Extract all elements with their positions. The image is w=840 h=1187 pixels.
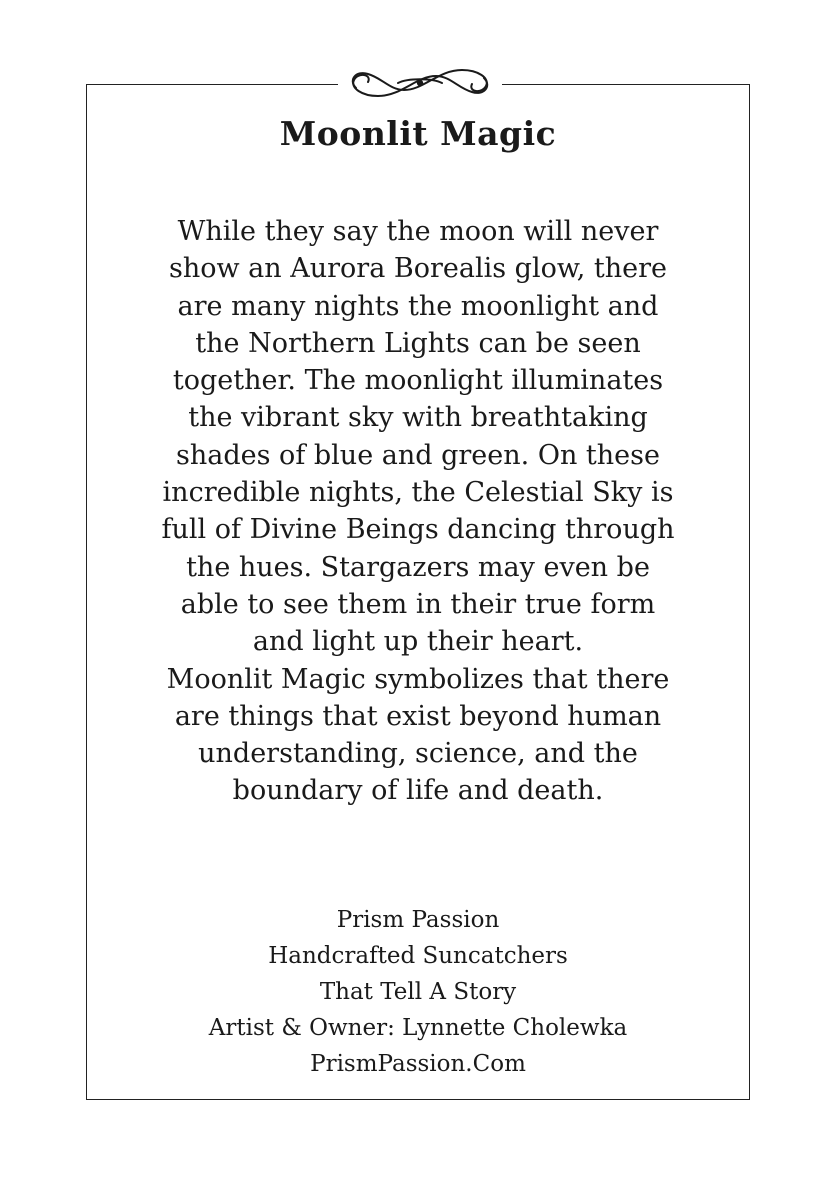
- story-text: While they say the moon will never show an Aurora Borealis glow, there are many nights the moonlight and the Northern Lights can be seen together. The moonlight illuminates the vibrant sky with breathtaking shades of blue and green. On these incredible nights, the Celestial Sky is full of Divine Beings dancing through the hues. Stargazers may even be able to see them in their true form and light up their heart. Moonlit Magic symbolizes that there are things that exist beyond human understanding, science, and the boundary of life and death.: [161, 216, 675, 807]
- website-text: PrismPassion.Com: [310, 1051, 526, 1077]
- artist-credit: Artist & Owner: Lynnette Cholewka: [208, 1015, 628, 1041]
- flourish-ornament-icon: [338, 60, 502, 106]
- brand-name: Prism Passion: [336, 907, 500, 933]
- card-title: Moonlit Magic: [279, 114, 557, 153]
- brand-tagline: Handcrafted Suncatchers: [268, 943, 568, 969]
- brand-tagline-2: That Tell A Story: [319, 979, 517, 1005]
- footer-block: [86, 902, 750, 1082]
